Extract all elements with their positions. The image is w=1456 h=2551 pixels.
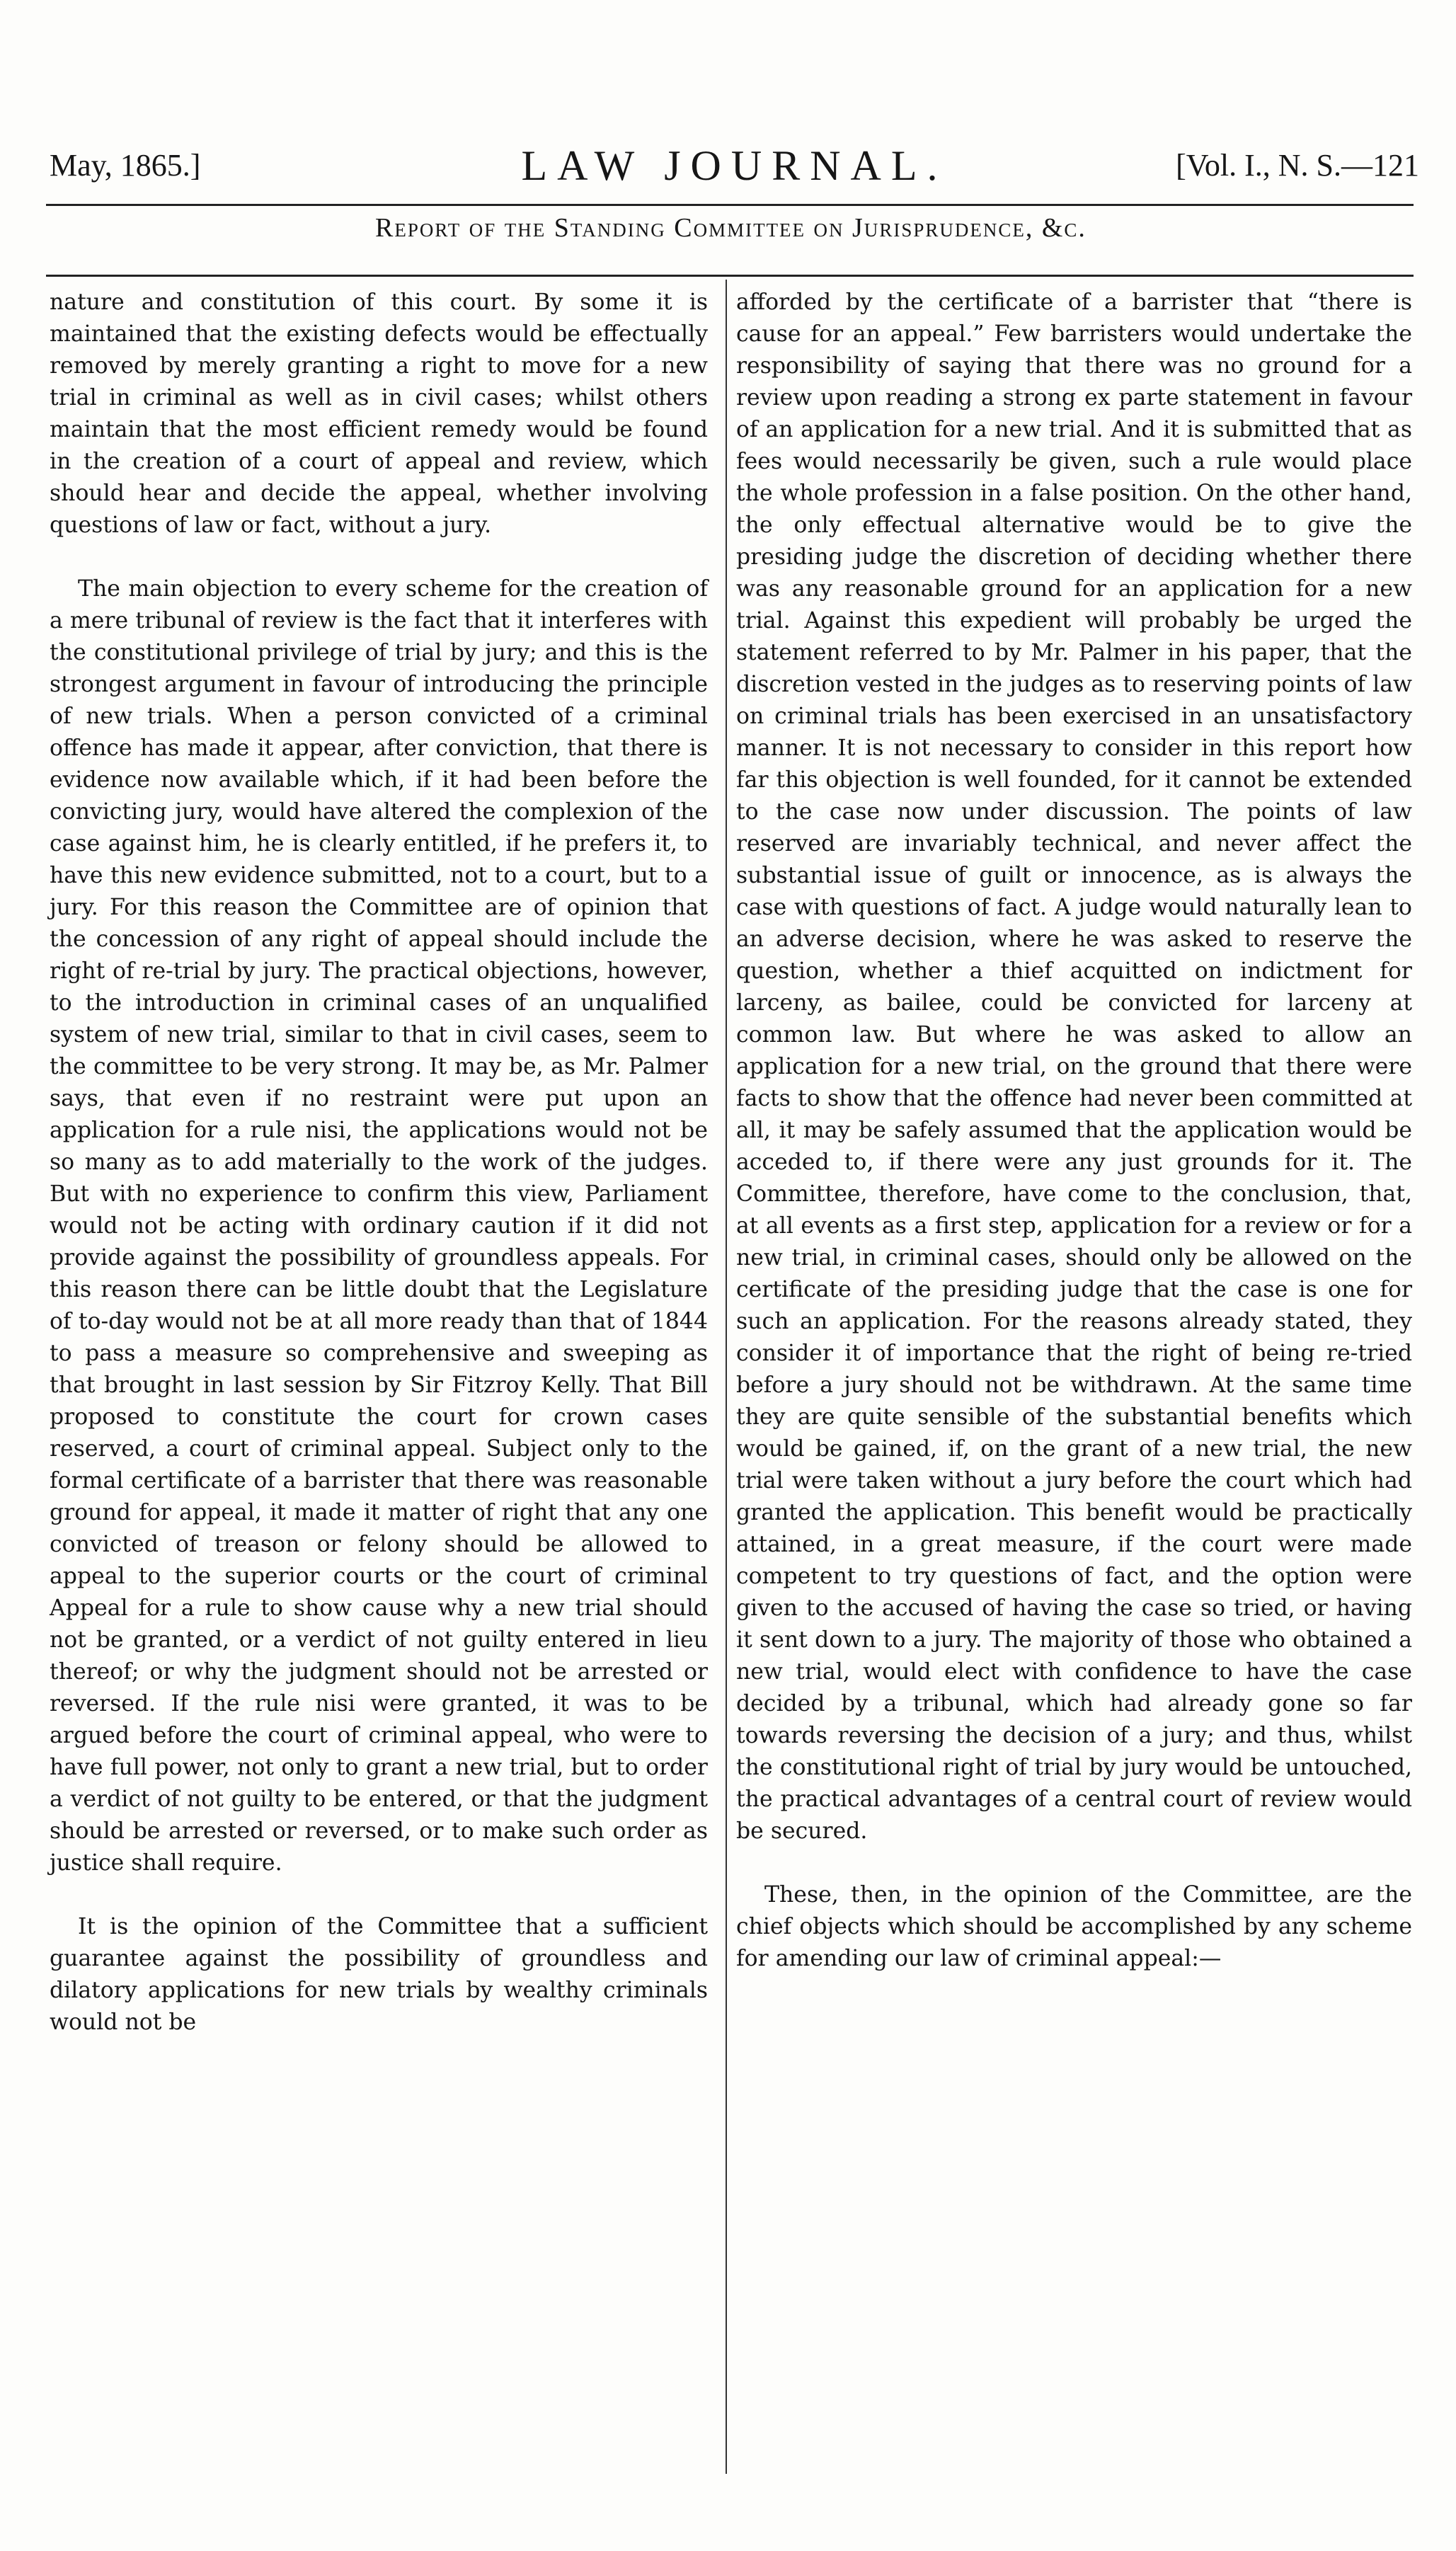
subheader-rule: [46, 275, 1414, 277]
right-column: [736, 287, 1412, 1975]
paragraph: These, then, in the opinion of the Committee, are the chief objects which should be accomplished by any scheme for amending our law of criminal appeal:—: [736, 1882, 1412, 1971]
paragraph: It is the opinion of the Committee that a sufficient guarantee against the possibility of groundless and dilatory applications for new trials by wealthy criminals would not be: [50, 1914, 708, 2035]
running-head: [50, 142, 1419, 198]
issue-date: May, 1865.]: [50, 148, 201, 183]
left-column: [50, 287, 708, 2039]
header-rule: [46, 204, 1414, 206]
section-subheader: Report of the Standing Committee on Jurisprudence, &c.: [375, 213, 1087, 243]
paragraph: afforded by the certificate of a barrister that “there is cause for an appeal.” Few barristers would undertake the responsibility of saying that there was no ground for a review upon reading a strong ex parte statement in favour of an application for a new trial. And it is submitted that as fees would necessarily be given, such a rule would place the whole profession in a false position. On the other hand, the only effectual alternative would be to give the presiding judge the discretion of deciding whether there was any reasonable ground for an application for a new trial. Against this expedient will probably be urged the statement referred to by Mr. Palmer in his paper, that the discretion vested in the judges as to reserving points of law on criminal trials has been exercised in an unsatisfactory manner. It is not necessary to consider in this report how far this objection is well founded, for it cannot be extended to the case now under discussion. The points of law reserved are invariably technical, and never affect the substantial issue of guilt or innocence, as is always the case with questions of fact. A judge would naturally lean to an adverse decision, where he was asked to reserve the question, whether a thief acquitted on indictment for larceny, as bailee, could be convicted for larceny at common law. But where he was asked to allow an application for a new trial, on the ground that there were facts to show that the offence had never been committed at all, it may be safely assumed that the application would be acceded to, if there were any just grounds for it. The Committee, therefore, have come to the conclusion, that, at all events as a first step, application for a review or for a new trial, in criminal cases, should only be allowed on the certificate of the presiding judge that the case is one for such an application. For the reasons already stated, they consider it of importance that the right of being re-tried before a jury should not be withdrawn. At the same time they are quite sensible of the substantial benefits which would be gained, if, on the grant of a new trial, the new trial were taken without a jury before the court which had granted the application. This benefit would be practically attained, in a great measure, if the court were made competent to try questions of fact, and the option were given to the accused of having the case so tried, or having it sent down to a jury. The majority of those who obtained a new trial, would elect with confidence to have the case decided by a tribunal, which had already gone so far towards reversing the decision of a jury; and thus, whilst the constitutional right of trial by jury would be untouched, the practical advantages of a central court of review would be secured.: [736, 290, 1412, 1844]
volume-page-number: [Vol. I., N. S.—121: [1176, 148, 1419, 183]
journal-title: LAW JOURNAL.: [521, 142, 948, 189]
paragraph: nature and constitution of this court. By some it is maintained that the existing defects would be effectually removed by merely granting a right to move for a new trial in criminal as well as in civil cases; whilst others maintain that the most efficient remedy would be found in the creation of a court of appeal and review, which should hear and decide the appeal, whether involving questions of law or fact, without a jury.: [50, 290, 708, 538]
column-divider: [726, 280, 727, 2474]
paragraph: The main objection to every scheme for the creation of a mere tribunal of review is the fact that it interferes with the constitutional privilege of trial by jury; and this is the strongest argument in favour of introducing the principle of new trials. When a person convicted of a criminal offence has made it appear, after conviction, that there is evidence now available which, if it had been before the convicting jury, would have altered the complexion of the case against him, he is clearly entitled, if he prefers it, to have this new evidence submitted, not to a court, but to a jury. For this reason the Committee are of opinion that the concession of any right of appeal should include the right of re-trial by jury. The practical objections, however, to the introduction in criminal cases of an unqualified system of new trial, similar to that in civil cases, seem to the committee to be very strong. It may be, as Mr. Palmer says, that even if no restraint were put upon an application for a rule nisi, the applications would not be so many as to add materially to the work of the judges. But with no experience to confirm this view, Parliament would not be acting with ordinary caution if it did not provide against the possibility of groundless appeals. For this reason there can be little doubt that the Legislature of to-day would not be at all more ready than that of 1844 to pass a measure so comprehensive and sweeping as that brought in last session by Sir Fitzroy Kelly. That Bill proposed to constitute the court for crown cases reserved, a court of criminal appeal. Subject only to the formal certificate of a barrister that there was reasonable ground for appeal, it made it matter of right that any one convicted of treason or felony should be allowed to appeal to the superior courts or the court of criminal Appeal for a rule to show cause why a new trial should not be granted, or a verdict of not guilty entered in lieu thereof; or why the judgment should not be arrested or reversed. If the rule nisi were granted, it was to be argued before the court of criminal appeal, who were to have full power, not only to grant a new trial, but to order a verdict of not guilty to be entered, or that the judgment should be arrested or reversed, or to make such order as justice shall require.: [50, 576, 708, 1876]
